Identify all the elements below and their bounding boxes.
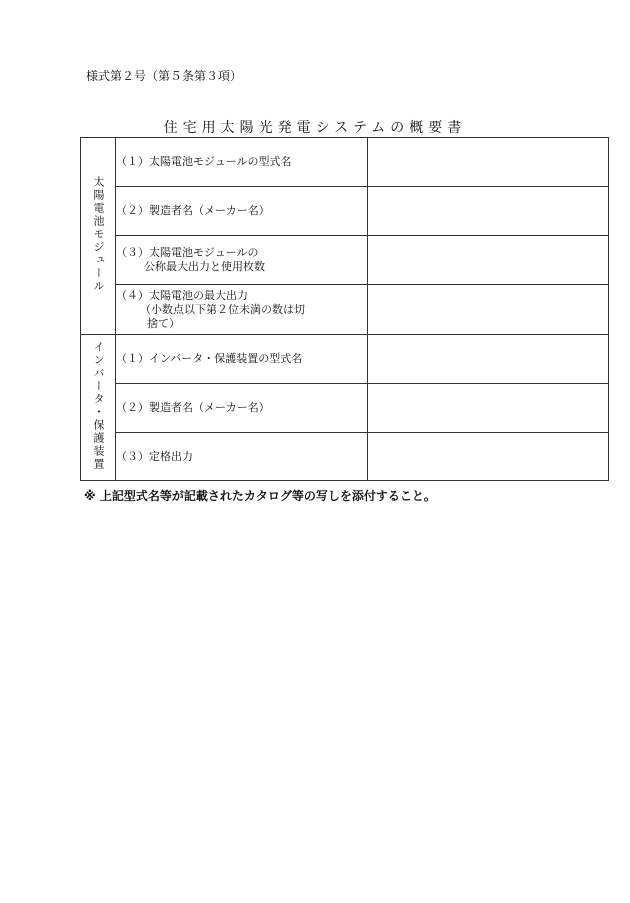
item-label-line: 公称最大出力と使用枚数 [144,260,265,273]
item-label [116,236,368,285]
table-row [81,384,609,433]
value-cell[interactable] [368,335,609,384]
item-label-line: （３）定格出力 [116,449,193,463]
item-label-line: （２）製造者名（メーカー名） [116,204,270,217]
item-label [116,138,368,187]
item-label-line: （小数点以下第２位未満の数は切 [140,302,305,316]
section-label-inverter [81,335,116,481]
table-row [81,138,609,187]
page-title: 住宅用太陽光発電システムの概要書 [163,120,467,136]
value-cell[interactable] [368,187,609,236]
table-row [81,335,609,384]
attachment-note: ※ 上記型式名等が記載されたカタログ等の写しを添付すること。 [84,489,436,503]
section-label-text: 太陽電池モジュール [92,176,105,293]
section-label-text: インバータ・保護装置 [92,341,105,471]
summary-table [80,137,609,481]
table-row [81,187,609,236]
form-number: 様式第２号（第５条第３項） [86,69,243,83]
value-cell[interactable] [368,384,609,433]
section-label-solar-module [81,138,116,335]
value-cell[interactable] [368,285,609,335]
item-label [116,285,368,335]
item-label-line: （３）太陽電池モジュールの [116,246,259,259]
item-label-line: （１）インバータ・保護装置の型式名 [116,352,303,365]
item-label-line: 捨て） [147,316,180,330]
item-label [116,384,368,433]
table-row [81,285,609,335]
item-label-line: （４）太陽電池の最大出力 [116,288,248,302]
item-label-line: （１）太陽電池モジュールの型式名 [116,155,292,168]
value-cell[interactable] [368,236,609,285]
table-row [81,433,609,481]
value-cell[interactable] [368,138,609,187]
table-row [81,236,609,285]
value-cell[interactable] [368,433,609,481]
item-label [116,335,368,384]
item-label-line: （２）製造者名（メーカー名） [116,401,270,414]
item-label [116,187,368,236]
item-label [116,433,368,481]
